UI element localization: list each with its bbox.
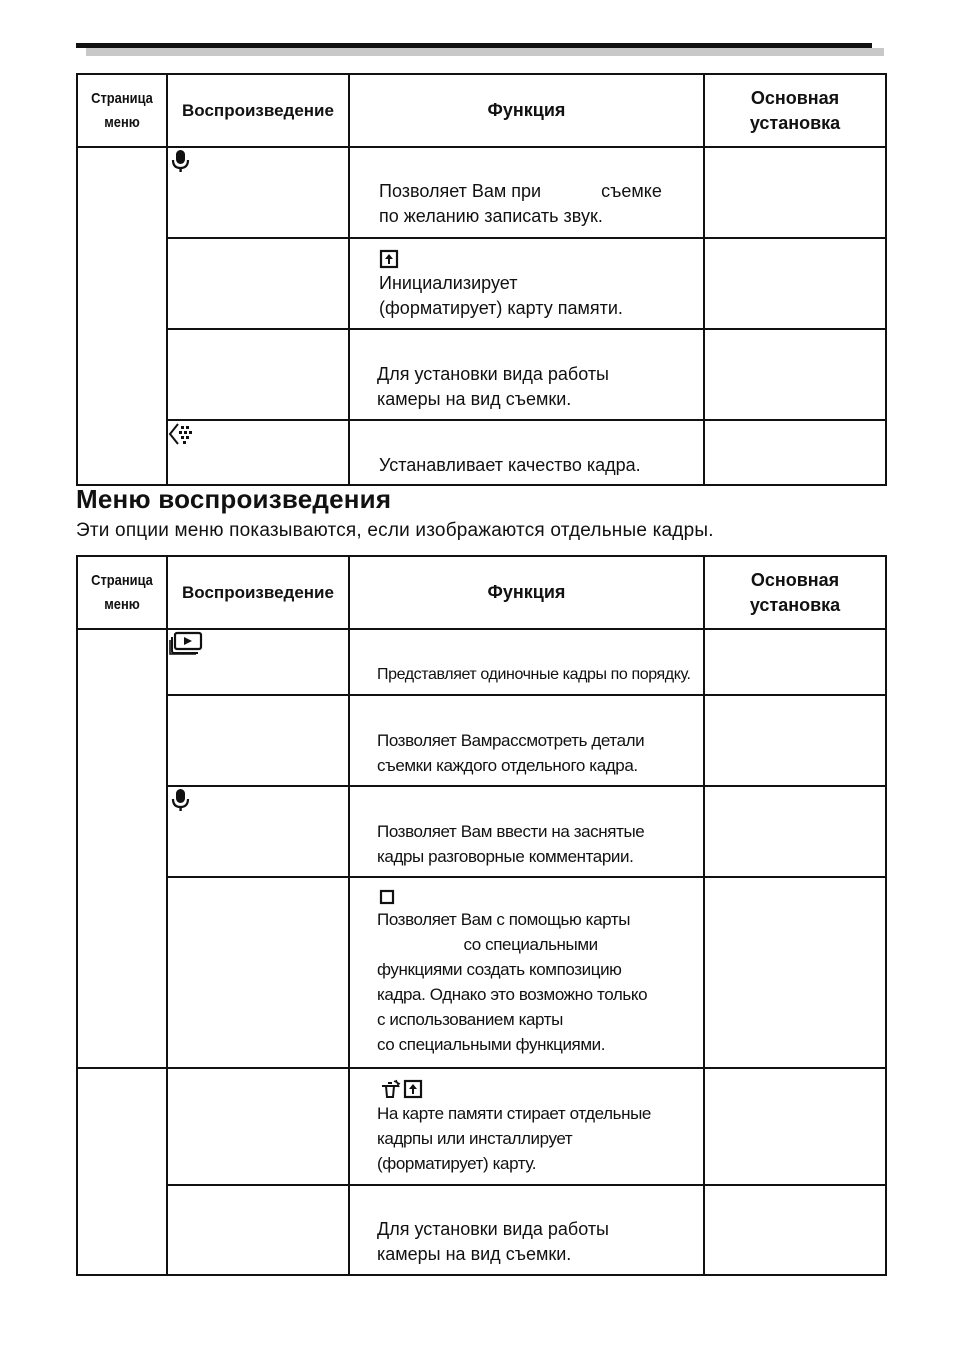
default-cell: [704, 329, 886, 420]
playback-cell: [167, 786, 349, 877]
function-cell: [349, 420, 704, 485]
function-text: Для установки вида работы камеры на вид съемки.: [377, 364, 609, 409]
quality-icon: [168, 421, 194, 447]
function-text: Позволяет Вам с помощью карты со специальными функциями создать композицию кадра. Однако это возможно только с использованием карты со специальными функциями.: [377, 910, 648, 1054]
default-cell: [704, 238, 886, 329]
playback-cell: [167, 238, 349, 329]
function-cell: [349, 629, 704, 695]
default-cell: [704, 420, 886, 485]
shooting-menu-table: [76, 73, 887, 486]
playback-cell: [167, 1068, 349, 1185]
erase-format-icon: [379, 1079, 423, 1099]
header-default: [704, 74, 886, 147]
section-subtitle: Эти опции меню показываются, если изображаются отдельные кадры.: [76, 520, 714, 541]
function-cell: [349, 329, 704, 420]
table-row: [77, 1185, 886, 1275]
function-cell: [349, 786, 704, 877]
playback-cell: [167, 420, 349, 485]
function-text: Позволяет Вам при съемке по желанию записать звук.: [379, 181, 662, 226]
header-page-label: Страница меню: [91, 89, 153, 131]
header-page: [77, 556, 167, 629]
function-text: Для установки вида работы камеры на вид съемки.: [377, 1219, 609, 1264]
function-cell: [349, 877, 704, 1068]
function-cell: [349, 238, 704, 329]
slideshow-icon: [168, 630, 204, 656]
format-card-icon: [379, 249, 399, 269]
default-cell: [704, 786, 886, 877]
function-text: Позволяет Вамрассмотреть детали съемки каждого отдельного кадра.: [377, 731, 645, 775]
playback-cell: [167, 1185, 349, 1275]
playback-cell: [167, 329, 349, 420]
table-row: [77, 695, 886, 786]
table-row: [77, 629, 886, 695]
playback-cell: [167, 629, 349, 695]
default-cell: [704, 695, 886, 786]
function-cell: [349, 147, 704, 238]
top-rule-shadow: [86, 48, 884, 56]
microphone-icon: [168, 787, 194, 813]
table-header-row: [77, 74, 886, 147]
playback-cell: [167, 147, 349, 238]
function-cell: [349, 1185, 704, 1275]
function-text: На карте памяти стирает отдельные кадрпы или инсталлирует (форматирует) карту.: [377, 1104, 651, 1173]
microphone-icon: [168, 148, 194, 174]
playback-cell: [167, 877, 349, 1068]
default-cell: [704, 877, 886, 1068]
playback-cell: [167, 695, 349, 786]
function-cell: [349, 695, 704, 786]
header-function: Функция: [349, 556, 704, 629]
header-playback: Воспроизведение: [167, 74, 349, 147]
header-page: [77, 74, 167, 147]
header-page-label: Страница меню: [91, 571, 153, 613]
table-row: [77, 147, 886, 238]
table-row: [77, 786, 886, 877]
header-default-label: Основная установка: [749, 569, 841, 615]
page-cell: [77, 147, 167, 485]
header-default-label: Основная установка: [749, 87, 841, 133]
table-row: [77, 877, 886, 1068]
function-cell: [349, 1068, 704, 1185]
header-function: Функция: [349, 74, 704, 147]
table-row: [77, 420, 886, 485]
function-text: Устанавливает качество кадра.: [379, 455, 641, 475]
function-text: Позволяет Вам ввести на заснятые кадры разговорные комментарии.: [377, 822, 645, 866]
table-row: [77, 1068, 886, 1185]
page-cell: [77, 1068, 167, 1275]
page-cell: [77, 629, 167, 1068]
section-title: Меню воспроизведения: [76, 484, 392, 514]
header-default: [704, 556, 886, 629]
default-cell: [704, 629, 886, 695]
table-row: [77, 329, 886, 420]
table-header-row: [77, 556, 886, 629]
default-cell: [704, 147, 886, 238]
table-row: [77, 238, 886, 329]
header-playback: Воспроизведение: [167, 556, 349, 629]
default-cell: [704, 1185, 886, 1275]
playback-menu-table: [76, 555, 887, 1276]
card-square-icon: [379, 889, 395, 905]
function-text: Инициализирует (форматирует) карту памяти.: [379, 273, 623, 318]
default-cell: [704, 1068, 886, 1185]
function-text: Представляет одиночные кадры по порядку.: [377, 666, 691, 683]
